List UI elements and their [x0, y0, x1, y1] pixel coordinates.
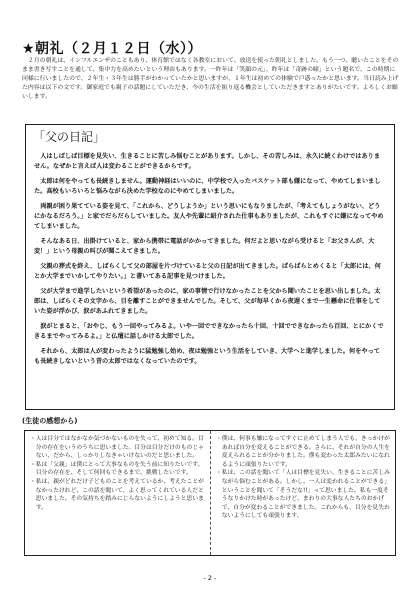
story-paragraph: 父親の葬式を終え、しばらくして父の部屋を片づけていると父の日記が出てきました。ぱらぱらとめくると「太郎には、何とか大学までいかしてやりたい。」と書いてある記事を見つけました。 [34, 263, 381, 280]
story-body [34, 152, 386, 372]
story-paragraph: 涙がとまると、「おやじ、もう一回やってみるよ。いや一回でできなかったら十回、十回でできなかったら百回、とにかくできるまでやってみるよ。」と仏壇に話しかける太郎でした。 [34, 323, 384, 340]
story-paragraph: それから、太郎は人が変わったように猛勉強し始め、夜は勉強という生活をしていき、大学へと進学しました。何をやっても長続きしないという昔の太郎ではなくなっていたのです。 [34, 348, 380, 365]
column-divider [210, 431, 211, 555]
story-paragraph: 両親が困り果てている姿を見て、「これから、どうしようか」という思いにもなりましたが、「考えてもしょうがない、どうにかなるだろう。」と家でだらだらしていました。友人や先輩に紹介された仕事もありましたが、これもすぐに嫌になってやめてしまいました。 [34, 203, 384, 230]
story-box [25, 124, 395, 410]
story-paragraph: 人はしばしば目標を見失い、生きることに苦しみ悩むことがあります。しかし、その苦しみは、永久に続くわけではありません。なぜかと言えば人は変わることができるからです。 [34, 153, 381, 170]
story-paragraph: 太郎は何をやっても長続きしません。運動神経はいいのに、中学校で入ったバスケット部も嫌になって、やめてしまいました。高校もいろいろと悩みながら決めた学校なのにやめてしまいました。 [34, 178, 381, 195]
feelings-heading: (生徒の感想から) [22, 417, 78, 425]
feeling-item: ・僕は、何事も嫌になってすぐに止めてしまう人でも、きっかけがあれば自分を変えることができる。さらに、それが自分の人生を変えられることが分かりました。僕も変わった太郎みたいになれるように頑張りたいです。 [216, 436, 390, 468]
feelings-column-right [216, 435, 390, 521]
story-title: 「父の日記」 [33, 130, 106, 144]
feelings-box [24, 430, 396, 556]
feeling-item: ・私は、この話を聞いて「人は目標を見失い、生きることに苦しみながら悩むことがある。しかし、一人は変われることができる」ということを聞いて「そうだな!!」って思いました。私も一度そうなりかけた時があったけど、まわりの大事な人たちのおかげで、自分が変わることができました。これからも、目分を見失わないようにしても頑張ります。 [216, 470, 390, 520]
page-title: ★朝礼（２月１２日（水）） [22, 41, 203, 57]
story-paragraph: そんなある日、出掛けていると、家から携帯に電話がかかってきました。何だよと思いながら受けると「お父さんが、大変！」という母親の叫びが聞こえてきました。 [34, 238, 375, 255]
feeling-item: ・私は、親がどれだけ子どものことを考えているか、考えたことがなかったけれど、この話を聞いて、よく思ってくれている人だと思いました。その気持ちを踏みにじらないようにしようと思います。 [30, 478, 204, 511]
intro-paragraph: ２月の朝礼は、インフルエンザのこともあり、体育館ではなく各教室において、放送を使った朝礼としました。もう一つ、聴いたことをそのまま書き写すことを通して、集中力を高めたいという理由もあります。一昨年は「笑顔の元」、昨年は「奇跡の瞳」という題名で、この時期に同様に行いましたので、２年生・３年生は勝手がわかっていたかと思いますが、１年生は初めての体験で戸惑ったかと思います。当日読み上げた内容は以下の文です。御家庭でも親子の話題にしていただき、今の生活を振り返る機会としていただきますとありがたいです。よろしくお願いします。 [22, 58, 399, 100]
feelings-column-left [30, 435, 204, 512]
feeling-item: ・私は「父親」は僕にとって大事なものを失う前に知りたいです。目分の存在を、そして何回もできるまで、挑戦したいです。 [30, 461, 204, 477]
feeling-item: ・人は目分ではなかなか気づかないものを失って、初めて知る。目分の存在をいうのうちに思いました。目分は目分だけのものじゃない、だから、しっかりしなきゃいけないのだと思いました。 [30, 436, 204, 460]
page-number: - 2 - [203, 574, 217, 582]
story-paragraph: 父が大学まで進学したいという希望があったのに、家の事情で行けなかったことを父から聞いたことを思い出しました。太郎は、しばらくその文字から、目を離すことができませんでした。そして、父が毎早くから夜遅くまで一生懸命に仕事をしていた姿が浮かび、涙があふれてきました。 [34, 288, 381, 315]
